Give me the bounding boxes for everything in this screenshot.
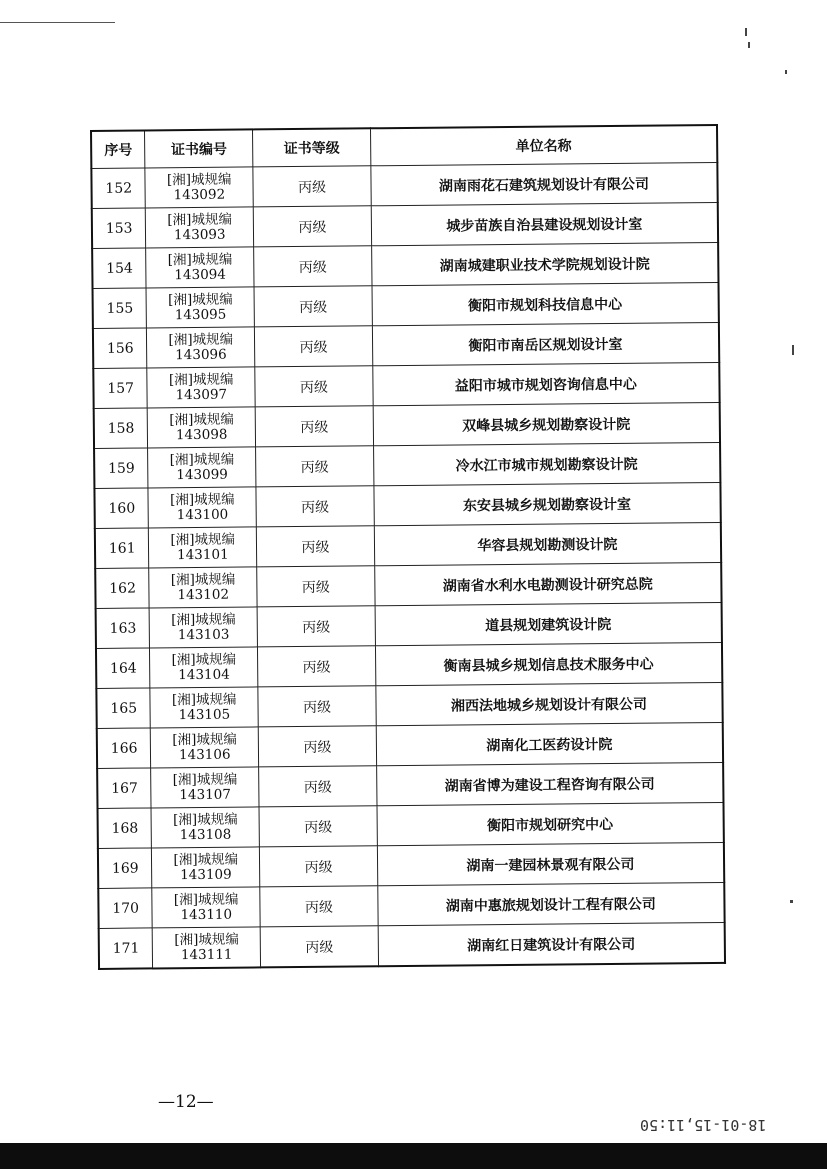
cert-prefix: [湘]城规编 (173, 891, 239, 908)
cert-num: 143109 (180, 866, 232, 883)
header-unit-name: 单位名称 (370, 125, 717, 166)
cert-num: 143101 (177, 546, 229, 563)
row-serial: 165 (96, 688, 150, 729)
row-serial: 167 (97, 768, 151, 809)
cert-prefix: [湘]城规编 (171, 651, 237, 668)
row-cert-number (148, 447, 256, 488)
row-unit-name: 衡南县城乡规划信息技术服务中心 (375, 642, 722, 685)
row-cert-number (147, 327, 255, 368)
row-grade: 丙级 (255, 326, 373, 367)
scan-artifact-line (0, 22, 115, 23)
row-serial: 169 (98, 848, 152, 889)
row-unit-name: 衡阳市规划科技信息中心 (372, 282, 719, 325)
row-cert-number (148, 487, 256, 528)
cert-prefix: [湘]城规编 (170, 531, 236, 548)
row-serial: 156 (93, 328, 147, 369)
cert-prefix: [湘]城规编 (174, 931, 239, 948)
row-serial: 158 (94, 408, 148, 449)
row-serial: 170 (98, 888, 152, 929)
row-cert-number (150, 647, 258, 688)
scan-speck (792, 345, 794, 355)
cert-num: 143097 (175, 386, 228, 403)
row-unit-name: 衡阳市南岳区规划设计室 (372, 322, 719, 365)
cert-prefix: [湘]城规编 (168, 291, 233, 308)
row-cert-number (148, 407, 256, 448)
row-cert-number (151, 767, 259, 808)
cert-prefix: [湘]城规编 (172, 731, 237, 748)
row-grade: 丙级 (260, 886, 378, 927)
row-unit-name: 衡阳市规划研究中心 (377, 802, 724, 845)
cert-prefix: [湘]城规编 (172, 771, 238, 788)
table-row (97, 762, 723, 808)
row-cert-number (152, 887, 260, 928)
table-body (91, 162, 725, 968)
row-grade: 丙级 (258, 646, 376, 687)
row-serial: 160 (94, 488, 148, 529)
row-grade: 丙级 (256, 446, 374, 487)
row-serial: 155 (93, 288, 147, 329)
cert-prefix: [湘]城规编 (169, 411, 234, 428)
table-row (98, 842, 724, 888)
row-serial: 153 (92, 208, 146, 249)
certificate-table-wrapper (90, 124, 726, 970)
scan-bottom-edge (0, 1143, 827, 1169)
row-serial: 161 (95, 528, 149, 569)
row-serial: 164 (96, 648, 150, 689)
row-unit-name: 冷水江市城市规划勘察设计院 (373, 442, 720, 485)
row-unit-name: 湖南雨花石建筑规划设计有限公司 (371, 162, 718, 205)
scan-speck (790, 900, 793, 903)
table-row (91, 162, 717, 208)
table-row (94, 442, 720, 488)
row-unit-name: 湖南省水利水电勘测设计研究总院 (374, 562, 721, 605)
cert-num: 143103 (177, 626, 230, 643)
row-grade: 丙级 (254, 286, 372, 327)
row-grade: 丙级 (256, 526, 374, 567)
row-serial: 166 (97, 728, 151, 769)
scan-speck (748, 42, 750, 48)
cert-num: 143110 (180, 906, 233, 923)
cert-num: 143104 (178, 666, 230, 683)
table-row (94, 482, 720, 528)
cert-prefix: [湘]城规编 (170, 571, 236, 588)
row-unit-name: 湖南化工医药设计院 (376, 722, 723, 765)
row-unit-name: 双峰县城乡规划勘察设计院 (373, 402, 720, 445)
cert-num: 143102 (177, 586, 230, 603)
scan-speck (785, 70, 787, 74)
row-unit-name: 东安县城乡规划勘察设计室 (374, 482, 721, 525)
row-grade: 丙级 (257, 566, 375, 607)
header-cert-grade: 证书等级 (253, 128, 371, 167)
cert-prefix: [湘]城规编 (173, 811, 238, 828)
cert-prefix: [湘]城规编 (171, 691, 237, 708)
row-grade: 丙级 (255, 406, 373, 447)
row-grade: 丙级 (258, 726, 376, 767)
table-row (97, 722, 723, 768)
cert-prefix: [湘]城规编 (167, 251, 233, 268)
cert-num: 143106 (178, 746, 231, 763)
row-cert-number (149, 527, 257, 568)
row-cert-number (151, 727, 259, 768)
row-serial: 168 (98, 808, 152, 849)
row-serial: 171 (99, 928, 153, 969)
table-row (96, 642, 722, 688)
table-row (98, 802, 724, 848)
cert-num: 143096 (175, 346, 227, 363)
cert-num: 143105 (178, 706, 231, 723)
table-row (99, 922, 725, 969)
cert-num: 143092 (173, 186, 226, 203)
row-grade: 丙级 (254, 246, 372, 287)
table-row (93, 362, 719, 408)
row-grade: 丙级 (259, 806, 377, 847)
cert-num: 143100 (176, 506, 229, 523)
cert-num: 143108 (179, 826, 232, 843)
header-cert-number: 证书编号 (145, 129, 253, 168)
row-unit-name: 益阳市城市规划咨询信息中心 (373, 362, 720, 405)
row-unit-name: 湘西法地城乡规划设计有限公司 (376, 682, 723, 725)
row-cert-number (146, 287, 254, 328)
row-cert-number (152, 847, 260, 888)
row-cert-number (149, 567, 257, 608)
table-header-row (91, 125, 717, 169)
cert-num: 143098 (175, 426, 228, 443)
table-row (93, 322, 719, 368)
row-serial: 163 (96, 608, 150, 649)
cert-num: 143107 (179, 786, 232, 803)
table-row (96, 602, 722, 648)
row-unit-name: 城步苗族自治县建设规划设计室 (371, 202, 718, 245)
row-cert-number (151, 807, 259, 848)
header-serial: 序号 (91, 130, 145, 168)
row-grade: 丙级 (260, 926, 378, 968)
row-grade: 丙级 (258, 686, 376, 727)
table-row (98, 882, 724, 928)
row-grade: 丙级 (253, 206, 371, 247)
row-grade: 丙级 (260, 846, 378, 887)
row-unit-name: 湖南红日建筑设计有限公司 (378, 922, 725, 966)
row-serial: 152 (91, 168, 145, 209)
cert-num: 143099 (176, 466, 228, 483)
row-grade: 丙级 (256, 486, 374, 527)
row-unit-name: 湖南中惠旅规划设计工程有限公司 (378, 882, 725, 925)
cert-num: 143095 (174, 306, 227, 323)
row-unit-name: 湖南城建职业技术学院规划设计院 (371, 242, 718, 285)
table-row (93, 282, 719, 328)
row-serial: 154 (92, 248, 146, 289)
table-row (95, 562, 721, 608)
row-serial: 162 (95, 568, 149, 609)
row-cert-number (150, 687, 258, 728)
row-grade: 丙级 (253, 166, 371, 207)
row-unit-name: 道县规划建筑设计院 (375, 602, 722, 645)
cert-prefix: [湘]城规编 (168, 331, 234, 348)
cert-prefix: [湘]城规编 (166, 171, 232, 188)
row-cert-number (149, 607, 257, 648)
cert-num: 143094 (174, 266, 227, 283)
scan-speck (745, 28, 747, 36)
row-unit-name: 湖南省博为建设工程咨询有限公司 (376, 762, 723, 805)
row-grade: 丙级 (255, 366, 373, 407)
page-number: —12— (158, 1092, 214, 1112)
row-unit-name: 湖南一建园林景观有限公司 (377, 842, 724, 885)
cert-num: 143111 (180, 946, 233, 963)
cert-prefix: [湘]城规编 (167, 211, 232, 228)
table-row (96, 682, 722, 728)
row-grade: 丙级 (257, 606, 375, 647)
cert-prefix: [湘]城规编 (168, 371, 234, 388)
table-row (95, 522, 721, 568)
cert-num: 143093 (173, 226, 226, 243)
row-grade: 丙级 (259, 766, 377, 807)
certificate-table (90, 124, 726, 970)
table-row (92, 202, 718, 248)
row-cert-number (153, 927, 261, 969)
cert-prefix: [湘]城规编 (171, 611, 236, 628)
cert-prefix: [湘]城规编 (173, 851, 239, 868)
row-unit-name: 华容县规划勘测设计院 (374, 522, 721, 565)
row-serial: 157 (93, 368, 147, 409)
row-cert-number (145, 167, 253, 208)
row-cert-number (147, 367, 255, 408)
cert-prefix: [湘]城规编 (169, 491, 235, 508)
scan-timestamp: 18-01-15,11:50 (640, 1116, 767, 1134)
table-row (92, 242, 718, 288)
row-cert-number (146, 207, 254, 248)
table-row (94, 402, 720, 448)
row-serial: 159 (94, 448, 148, 489)
cert-prefix: [湘]城规编 (169, 451, 235, 468)
row-cert-number (146, 247, 254, 288)
